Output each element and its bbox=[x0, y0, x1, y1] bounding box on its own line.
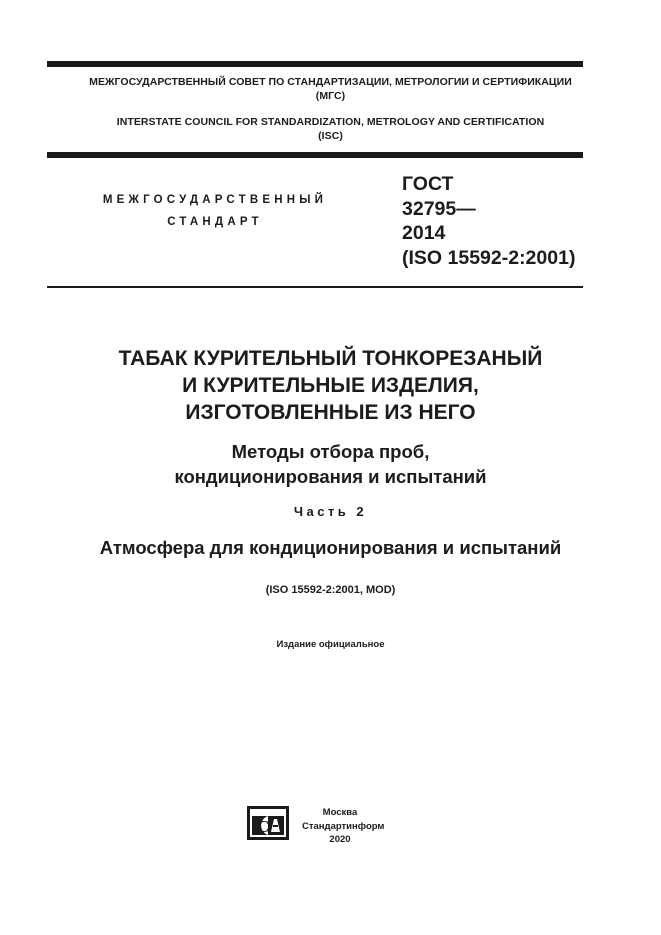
main-title-line1: ТАБАК КУРИТЕЛЬНЫЙ ТОНКОРЕЗАНЫЙ bbox=[118, 347, 543, 370]
standard-label-line1: МЕЖГОСУДАРСТВЕННЫЙ bbox=[102, 194, 328, 206]
subtitle-line2: кондиционирования и испытаний bbox=[174, 466, 487, 487]
part-title: Атмосфера для кондиционирования и испытаний bbox=[99, 537, 562, 558]
gost-line1: ГОСТ bbox=[402, 173, 454, 195]
svg-text:C: C bbox=[257, 817, 270, 836]
main-title-line2: И КУРИТЕЛЬНЫЕ ИЗДЕЛИЯ, bbox=[182, 374, 479, 397]
publisher-year: 2020 bbox=[329, 834, 351, 845]
gost-line2: 32795— bbox=[402, 197, 476, 220]
council-en-name bbox=[0, 115, 661, 143]
gost-designation bbox=[402, 172, 575, 270]
publisher-info bbox=[302, 806, 385, 847]
header-bottom-rule bbox=[47, 152, 583, 158]
designation-rule bbox=[47, 286, 583, 288]
standard-label bbox=[70, 189, 360, 233]
gost-line4: (ISO 15592-2:2001) bbox=[402, 246, 576, 269]
main-title bbox=[0, 345, 661, 426]
iso-reference: (ISO 15592-2:2001, MOD) bbox=[265, 584, 396, 596]
council-ru-name bbox=[0, 75, 661, 103]
subtitle bbox=[0, 439, 661, 489]
council-ru-line2: (МГС) bbox=[315, 90, 346, 102]
council-ru-line1: МЕЖГОСУДАРСТВЕННЫЙ СОВЕТ ПО СТАНДАРТИЗАЦИИ, МЕТРОЛОГИИ И СЕРТИФИКАЦИИ bbox=[89, 76, 572, 88]
publisher-name: Стандартинформ bbox=[302, 820, 385, 832]
part-number: Часть 2 bbox=[293, 504, 368, 519]
council-en-line1: INTERSTATE COUNCIL FOR STANDARDIZATION, METROLOGY AND CERTIFICATION bbox=[116, 116, 545, 128]
edition-note: Издание официальное bbox=[276, 639, 385, 650]
main-title-line3: ИЗГОТОВЛЕННЫЕ ИЗ НЕГО bbox=[185, 401, 476, 424]
council-en-line2: (ISC) bbox=[318, 130, 343, 142]
standard-label-line2: СТАНДАРТ bbox=[167, 216, 263, 228]
top-rule bbox=[47, 61, 583, 67]
standartinform-logo-icon bbox=[247, 806, 289, 840]
publisher-city: Москва bbox=[322, 807, 358, 818]
gost-line3: 2014 bbox=[402, 222, 446, 244]
subtitle-line1: Методы отбора проб, bbox=[231, 441, 430, 462]
